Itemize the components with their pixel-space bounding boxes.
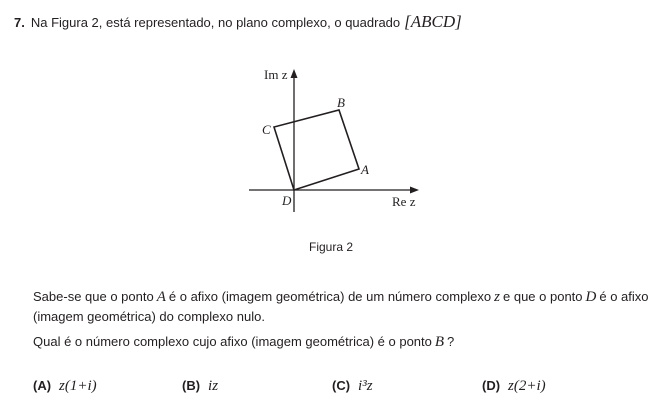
option-b[interactable] (182, 378, 218, 395)
point-c-label: C (262, 122, 271, 137)
option-b-expr: iz (208, 378, 219, 394)
context-point-a: A (156, 289, 166, 305)
option-a[interactable] (33, 378, 97, 395)
context-var-z: z (494, 289, 500, 305)
square-name: [ABCD] (404, 12, 462, 31)
option-c-expr: i³z (358, 378, 373, 394)
imaginary-axis-arrow (291, 69, 298, 78)
question-statement: Na Figura 2, está representado, no plano complexo, o quadrado (30, 15, 401, 30)
context-text-2: é o afixo (imagem geométrica) de um número complexo (168, 289, 492, 304)
question-prompt (33, 334, 454, 351)
figure-caption: Figura 2 (308, 240, 354, 254)
square-abcd (274, 110, 359, 190)
option-d[interactable] (482, 378, 546, 395)
question-number: 7. (14, 15, 25, 30)
axis-imag-label: Im z (264, 67, 288, 82)
context-text-4: é o afixo (imagem geométrica) do complexo nulo. (33, 289, 649, 324)
option-b-label: (B) (182, 378, 201, 393)
axis-real-label: Re z (392, 194, 416, 209)
option-c-label: (C) (332, 378, 351, 393)
context-text-1: Sabe-se que o ponto (33, 289, 154, 304)
prompt-point-b: B (434, 334, 445, 350)
prompt-text: Qual é o número complexo cujo afixo (imagem geométrica) é o ponto (33, 334, 432, 349)
option-d-expr: z(2+i) (508, 378, 546, 394)
option-a-label: (A) (33, 378, 52, 393)
real-axis-arrow (410, 187, 419, 194)
context-text-3: e que o ponto (503, 289, 583, 304)
point-b-label: B (337, 95, 345, 110)
point-a-label: A (361, 162, 369, 177)
point-d-label: D (282, 193, 292, 208)
context-paragraph (33, 287, 658, 326)
option-a-expr: z(1+i) (59, 378, 97, 394)
prompt-end: ? (447, 334, 455, 349)
option-c[interactable] (332, 378, 373, 395)
context-point-d: D (585, 289, 597, 305)
option-d-label: (D) (482, 378, 501, 393)
